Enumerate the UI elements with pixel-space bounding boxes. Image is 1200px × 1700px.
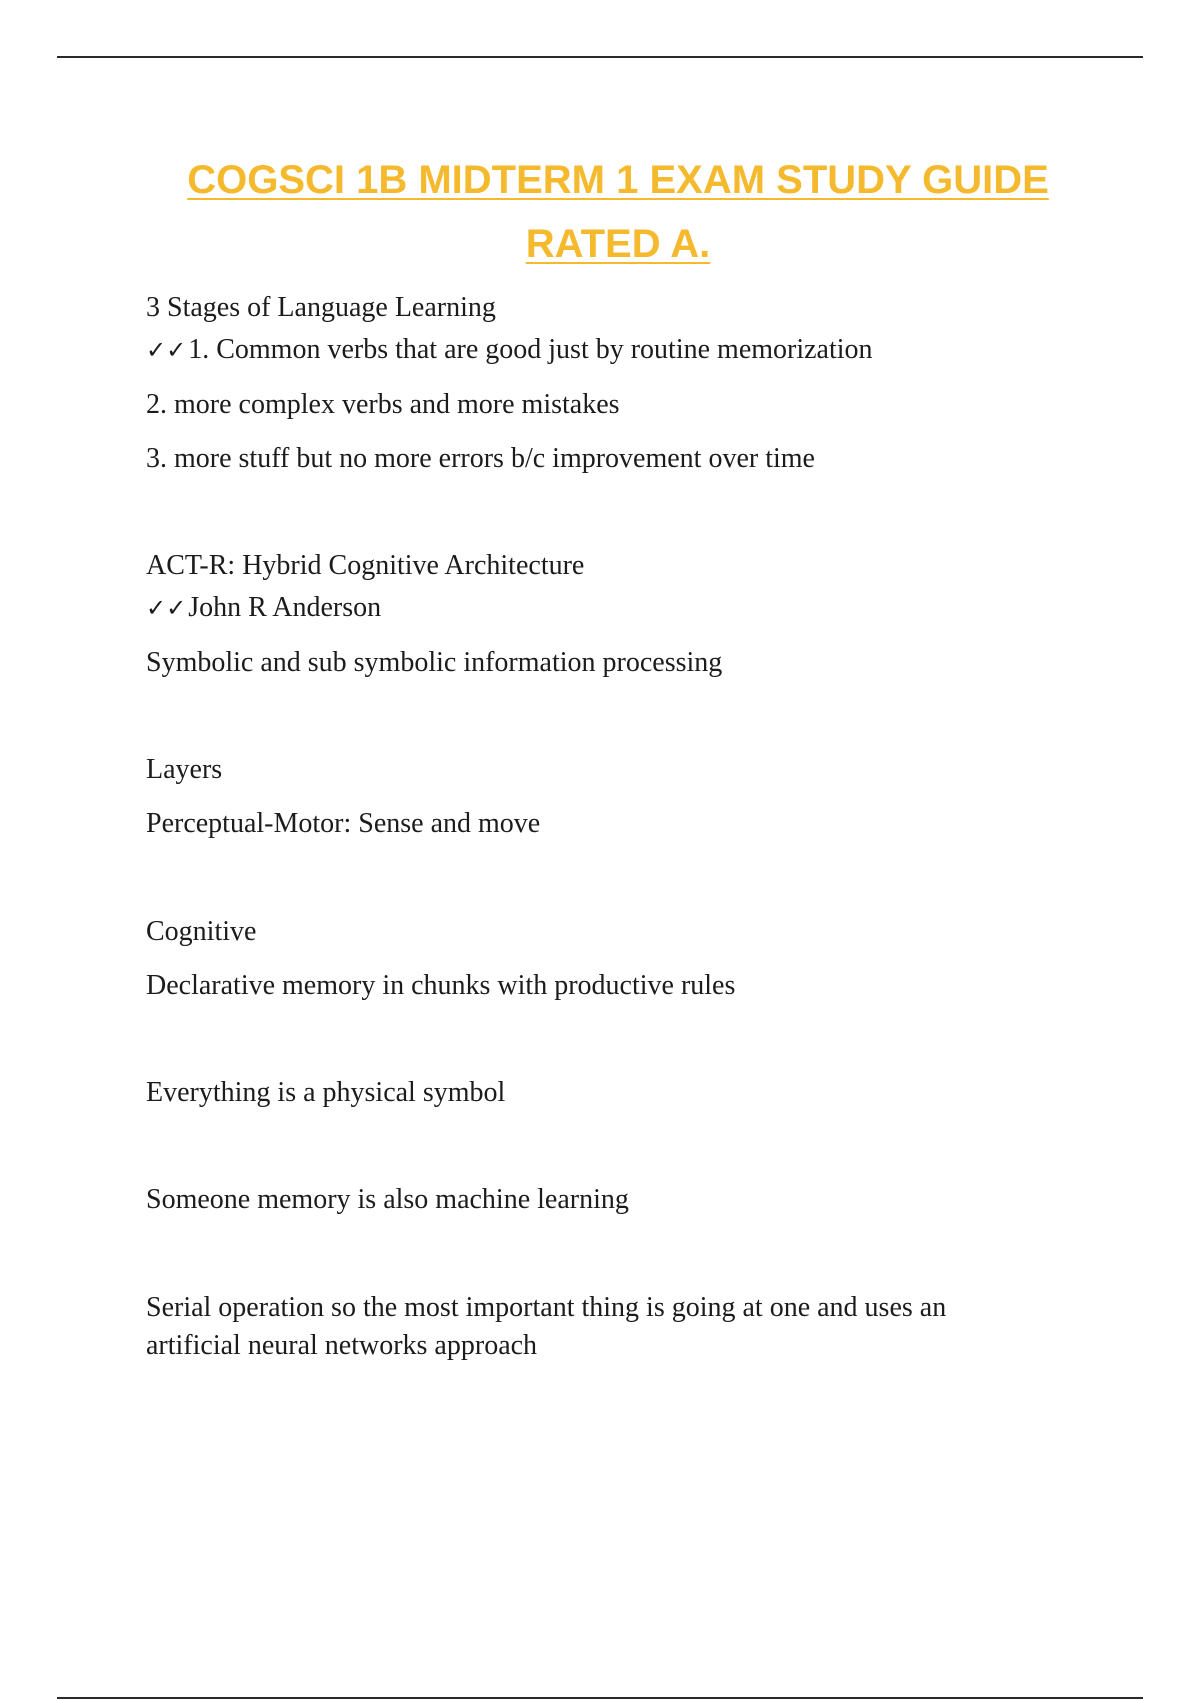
actr-author-text: John R Anderson: [188, 592, 382, 623]
double-check-icon: ✓✓: [146, 336, 187, 364]
cognitive-heading: Cognitive: [146, 916, 257, 947]
actr-author-item: [146, 590, 381, 626]
actr-description: Symbolic and sub symbolic information processing: [146, 647, 723, 678]
serial-operation-line: Serial operation so the most important thing is going at one and uses an artificial neural networks approach: [146, 1292, 947, 1361]
document-title: [0, 148, 1200, 276]
layers-heading: Layers: [146, 754, 223, 785]
title-line-2: RATED A.: [525, 222, 711, 266]
declarative-memory-line: Declarative memory in chunks with productive rules: [146, 970, 736, 1001]
double-check-icon: ✓✓: [146, 594, 187, 622]
actr-heading: ACT-R: Hybrid Cognitive Architecture: [146, 550, 585, 581]
stages-heading: 3 Stages of Language Learning: [146, 292, 496, 323]
stage-1-text: 1. Common verbs that are good just by routine memorization: [188, 334, 873, 365]
stage-3-item: 3. more stuff but no more errors b/c improvement over time: [146, 443, 815, 474]
top-rule: [57, 56, 1143, 58]
machine-learning-line: Someone memory is also machine learning: [146, 1184, 629, 1215]
stage-2-item: 2. more complex verbs and more mistakes: [146, 389, 620, 420]
title-line-1: COGSCI 1B MIDTERM 1 EXAM STUDY GUIDE: [187, 158, 1049, 202]
physical-symbol-line: Everything is a physical symbol: [146, 1077, 506, 1108]
perceptual-motor-line: Perceptual-Motor: Sense and move: [146, 808, 541, 839]
bottom-rule: [57, 1697, 1143, 1699]
stage-1-item: [146, 332, 873, 368]
